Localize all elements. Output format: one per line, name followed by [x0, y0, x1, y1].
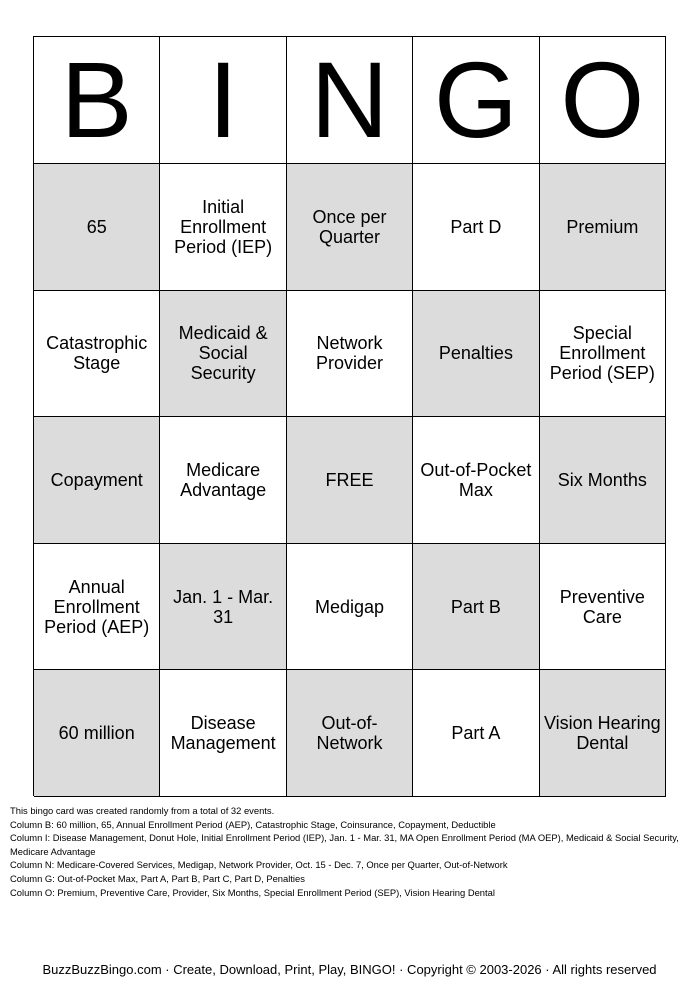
- grid-cell: Network Provider: [287, 291, 413, 418]
- page-footer: BuzzBuzzBingo.com · Create, Download, Print, Play, BINGO! · Copyright © 2003-2026 · All rights reserved: [42, 962, 657, 977]
- grid-cell: Medicaid & Social Security: [160, 291, 286, 418]
- grid-row-1: [34, 164, 666, 291]
- notes-column-i: Column I: Disease Management, Donut Hole, Initial Enrollment Period (IEP), Jan. 1 - Mar. 31, MA Open Enrollment Period (MA OEP), Medicaid & Social Security, Medicare Advantage: [10, 832, 679, 857]
- grid-cell: Disease Management: [160, 670, 286, 797]
- header-letter-i: I: [160, 37, 286, 164]
- header-letter-o: O: [540, 37, 666, 164]
- header-letter-n: N: [287, 37, 413, 164]
- grid-row-4: [34, 544, 666, 671]
- grid-cell: Part A: [413, 670, 539, 797]
- grid-cell: 65: [34, 164, 160, 291]
- grid-cell: Medicare Advantage: [160, 417, 286, 544]
- grid-cell: Copayment: [34, 417, 160, 544]
- grid-cell: Preventive Care: [540, 544, 666, 671]
- grid-cell: Out-of-Network: [287, 670, 413, 797]
- grid-row-5: [34, 670, 666, 797]
- grid-row-3: [34, 417, 666, 544]
- grid-cell: Premium: [540, 164, 666, 291]
- grid-cell: 60 million: [34, 670, 160, 797]
- grid-cell: Part D: [413, 164, 539, 291]
- card-notes: [10, 804, 690, 899]
- grid-cell: Initial Enrollment Period (IEP): [160, 164, 286, 291]
- header-row: [34, 37, 666, 164]
- free-space-cell: FREE: [287, 417, 413, 544]
- grid-cell: Annual Enrollment Period (AEP): [34, 544, 160, 671]
- notes-column-b: Column B: 60 million, 65, Annual Enrollment Period (AEP), Catastrophic Stage, Coinsurance, Copayment, Deductible: [10, 818, 496, 830]
- grid-cell: Vision Hearing Dental: [540, 670, 666, 797]
- notes-column-n: Column N: Medicare-Covered Services, Medigap, Network Provider, Oct. 15 - Dec. 7, Once per Quarter, Out-of-Network: [10, 859, 508, 871]
- grid-row-2: [34, 291, 666, 418]
- grid-cell: Once per Quarter: [287, 164, 413, 291]
- grid-cell: Medigap: [287, 544, 413, 671]
- header-letter-g: G: [413, 37, 539, 164]
- grid-cell: Out-of-Pocket Max: [413, 417, 539, 544]
- grid-cell: Jan. 1 - Mar. 31: [160, 544, 286, 671]
- grid-cell: Part B: [413, 544, 539, 671]
- grid-cell: Penalties: [413, 291, 539, 418]
- notes-summary: This bingo card was created randomly from a total of 32 events.: [10, 805, 275, 816]
- notes-column-g: Column G: Out-of-Pocket Max, Part A, Part B, Part C, Part D, Penalties: [10, 872, 305, 884]
- grid-cell: Six Months: [540, 417, 666, 544]
- grid-cell: Catastrophic Stage: [34, 291, 160, 418]
- header-letter-b: B: [34, 37, 160, 164]
- bingo-card: [33, 36, 666, 796]
- notes-column-o: Column O: Premium, Preventive Care, Provider, Six Months, Special Enrollment Period (SEP), Vision Hearing Dental: [10, 886, 495, 898]
- grid-cell: Special Enrollment Period (SEP): [540, 291, 666, 418]
